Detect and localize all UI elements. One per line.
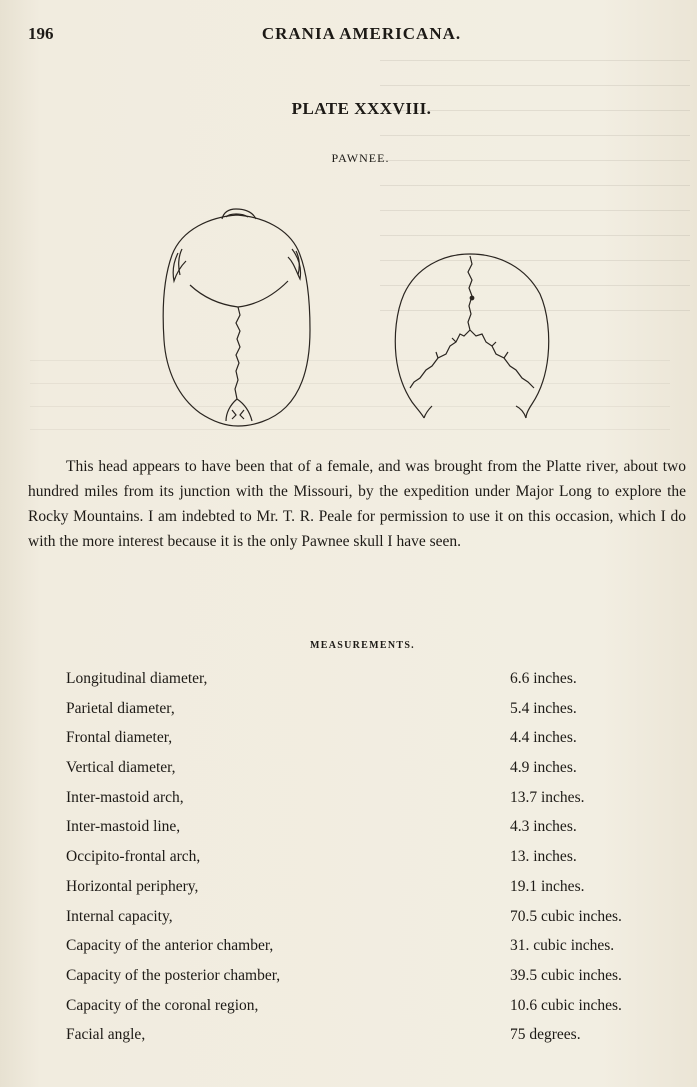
measurement-value: 5.4 inches.: [510, 699, 577, 717]
plate-title: PLATE XXXVIII.: [291, 99, 432, 118]
measurement-row: [66, 700, 666, 730]
skull-posterior-view: [392, 250, 552, 420]
measurement-row: [66, 789, 666, 819]
measurement-row: [66, 848, 666, 878]
measurement-row: [66, 818, 666, 848]
measurement-label: Inter-mastoid arch,: [66, 788, 184, 806]
measurement-value: 4.4 inches.: [510, 729, 577, 747]
measurement-value: 19.1 inches.: [510, 877, 585, 895]
measurement-value: 6.6 inches.: [510, 670, 577, 687]
measurement-value: 13.7 inches.: [510, 788, 585, 806]
measurement-row: [66, 1026, 666, 1056]
measurement-label: Capacity of the coronal region,: [66, 996, 259, 1014]
measurements-table: [66, 670, 666, 1056]
measurement-row: [66, 729, 666, 759]
measurement-row: [66, 937, 666, 967]
description-paragraph: This head appears to have been that of a female, and was brought from the Platte river, about two hundred miles from its junction with the Missouri, by the expedition under Major Long to explore the Rocky Mountains. I am indebted to Mr. T. R. Peale for permission to use it on this occasion, which I do with the more interest because it is the only Pawnee skull I have seen.: [28, 458, 686, 550]
measurement-label: Occipito-frontal arch,: [66, 848, 201, 866]
bleed-through-text-lower: [30, 360, 670, 440]
measurements-heading: MEASUREMENTS.: [310, 640, 415, 651]
measurement-row: [66, 997, 666, 1027]
running-head: CRANIA AMERICANA.: [261, 24, 462, 43]
measurement-label: Capacity of the posterior chamber,: [66, 966, 281, 984]
plate-subtitle: PAWNEE.: [331, 151, 390, 165]
measurement-value: 75 degrees.: [510, 1026, 581, 1044]
measurement-label: Frontal diameter,: [66, 729, 173, 747]
measurement-row: [66, 908, 666, 938]
measurement-value: 13. inches.: [510, 848, 577, 866]
measurement-value: 39.5 cubic inches.: [510, 966, 622, 984]
measurement-value: 10.6 cubic inches.: [510, 996, 622, 1014]
measurement-label: Facial angle,: [66, 1026, 146, 1044]
measurement-row: [66, 759, 666, 789]
measurement-label: Horizontal periphery,: [66, 877, 199, 895]
measurement-label: Capacity of the anterior chamber,: [66, 937, 274, 955]
measurement-label: Internal capacity,: [66, 907, 173, 925]
measurement-label: Inter-mastoid line,: [66, 818, 181, 836]
measurement-label: Longitudinal diameter,: [66, 670, 208, 687]
measurement-value: 4.9 inches.: [510, 759, 577, 777]
skull-vertical-view: [160, 205, 315, 430]
measurement-row: [66, 967, 666, 997]
measurement-value: 70.5 cubic inches.: [510, 907, 622, 925]
measurement-label: Vertical diameter,: [66, 759, 176, 777]
measurement-row: [66, 878, 666, 908]
measurement-label: Parietal diameter,: [66, 699, 175, 717]
measurement-value: 4.3 inches.: [510, 818, 577, 836]
measurement-value: 31. cubic inches.: [510, 937, 615, 955]
measurement-row: [66, 670, 666, 700]
page-number: 196: [28, 24, 54, 43]
